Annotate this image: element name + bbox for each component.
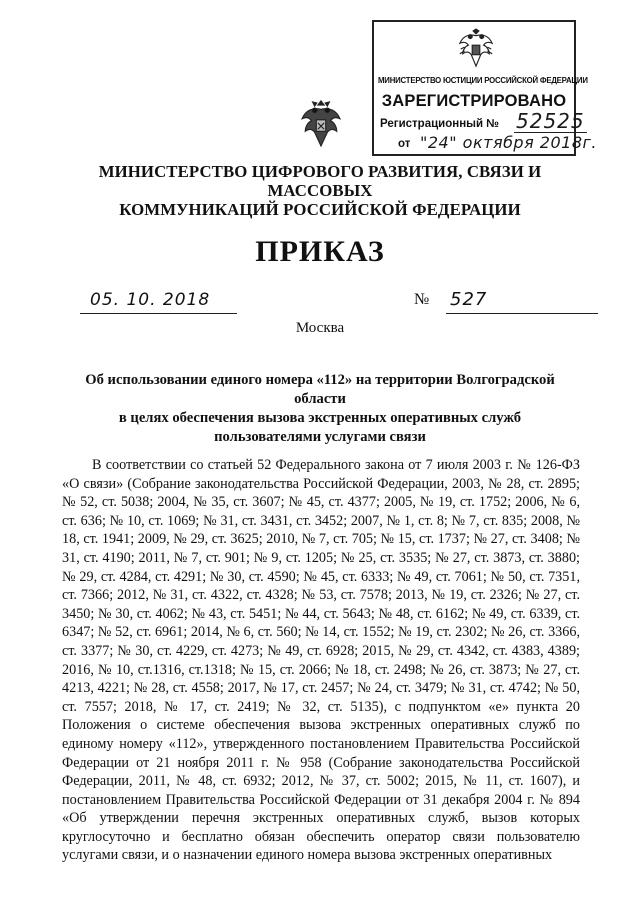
- subject-line: пользователями услугами связи: [214, 429, 426, 445]
- ministry-title-line: МИНИСТЕРСТВО ЦИФРОВОГО РАЗВИТИЯ, СВЯЗИ И МАССОВЫХ: [98, 162, 542, 200]
- double-headed-eagle-icon: [300, 100, 342, 148]
- order-city: Москва: [295, 320, 345, 336]
- registration-stamp: [372, 20, 598, 156]
- order-number: 527: [450, 289, 488, 310]
- stamp-date-prefix: от: [398, 138, 411, 150]
- stamp-registered-label: ЗАРЕГИСТРИРОВАНО: [381, 92, 567, 110]
- stamp-reg-number: 52525: [516, 109, 585, 133]
- body-paragraph: В соответствии со статьей 52 Федерального закона от 7 июля 2003 г. № 126-ФЗ «О связи» (Собрание законодательства Российской Федерации, 2003, № 28, ст. 2895; № 52, ст. 5038; 2004, № 35, ст. 3607; № 45, ст. 4377; 2005, № 19, ст. 1752; 2006, № 6, ст. 636; № 10, ст. 1069; № 31, ст. 3431, ст. 3452; 2007, № 1, ст. 8; № 7, ст. 835; 2008, № 18, ст. 1941; 2009, № 29, ст. 3625; 2010, № 7, ст. 705; № 15, ст. 1737; № 27, ст. 3408; № 31, ст. 4190; 2011, № 7, ст. 901; № 9, ст. 1205; № 25, ст. 3535; № 27, ст. 3873, ст. 3880; № 29, ст. 4284, ст. 4291; № 30, ст. 4590; № 45, ст. 6333; № 49, ст. 7061; № 50, ст. 7351, ст. 7366; 2012, № 31, ст. 4322, ст. 4328; № 53, ст. 7578; 2013, № 19, ст. 2326; № 27, ст. 3450; № 30, ст. 4062; № 43, ст. 5451; № 44, ст. 5643; № 48, ст. 6162; № 49, ст. 6339, ст. 6347; № 52, ст. 6961; 2014, № 6, ст. 560; № 14, ст. 1552; № 19, ст. 2302; № 26, ст. 3366, ст. 3377; № 30, ст. 4229, ст. 4273; № 49, ст. 6928; 2015, № 29, ст. 4342, ст. 4383, 4389; 2016, № 10, ст.1316, ст.1318; № 15, ст. 2066; № 18, ст. 2498; № 26, ст. 3873; № 27, ст. 4213, 4221; № 28, ст. 4558; 2017, № 17, ст. 2457; № 24, ст. 3479; № 31, ст. 4742; № 50, ст. 7557; 2018, № 17, ст. 2419; № 32, ст. 5135), с подпунктом «е» пункта 20 Положения о системе обеспечения вызова экстренных оперативных служб по единому номеру «112», утвержденного постановлением Правительства Российской Федерации от 21 ноября 2011 г. № 958 (Собрание законодательства Российской Федерации, 2011, № 48, ст. 6932; 2012, № 37, ст. 5002; 2015, № 11, ст. 1607), и постановлением Правительства Российской Федерации от 31 декабря 2004 г. № 894 «Об утверждении перечня экстренных оперативных служб, вызов которых круглосуточно и бесплатно обязан обеспечить оператор связи пользователю услугами связи, и о назначении единого номера вызова экстренных оперативных: [62, 457, 580, 864]
- document-type: ПРИКАЗ: [255, 235, 385, 268]
- subject-line: в целях обеспечения вызова экстренных оперативных служб: [118, 410, 522, 426]
- order-date-field: [80, 289, 237, 314]
- order-subject: [70, 371, 570, 447]
- stamp-ministry-name: МИНИСТЕРСТВО ЮСТИЦИИ РОССИЙСКОЙ ФЕДЕРАЦИИ: [378, 76, 588, 85]
- order-number-label: №: [414, 291, 430, 308]
- subject-line: Об использовании единого номера «112» на территории Волгоградской области: [85, 372, 555, 407]
- order-date: 05. 10. 2018: [90, 290, 211, 310]
- stamp-reg-number-label: Регистрационный №: [380, 118, 500, 130]
- order-number-field: [446, 289, 598, 314]
- ministry-title-line: КОММУНИКАЦИЙ РОССИЙСКОЙ ФЕДЕРАЦИИ: [119, 200, 521, 219]
- double-headed-eagle-icon: [457, 28, 495, 70]
- stamp-date: "24" октября 2018г.: [420, 133, 598, 152]
- ministry-title: [60, 162, 580, 219]
